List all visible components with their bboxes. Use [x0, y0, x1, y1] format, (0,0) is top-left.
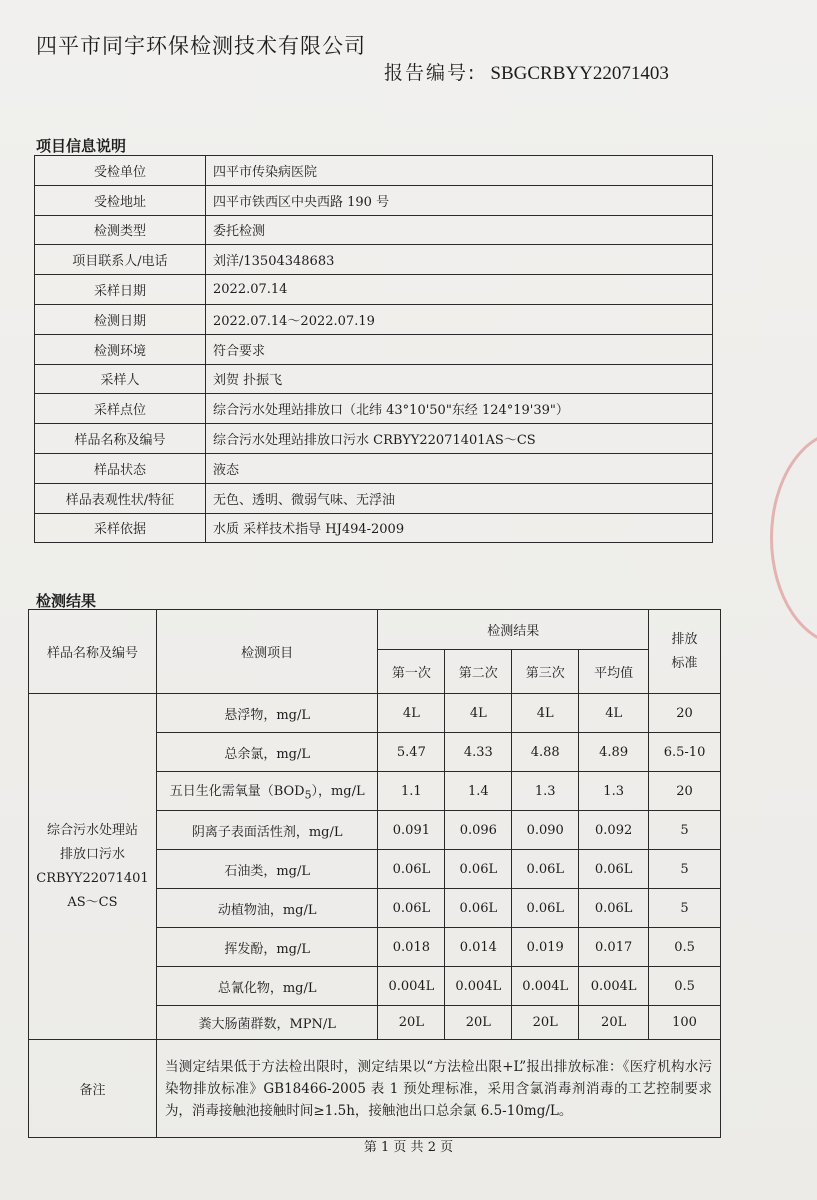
first-cell: 4L: [378, 694, 445, 733]
info-value: 2022.07.14: [206, 275, 713, 305]
info-row: [35, 453, 713, 483]
std-cell: 5: [649, 889, 721, 928]
info-row: [35, 334, 713, 364]
sample-line: 综合污水处理站: [46, 822, 138, 838]
item-text: 五日生化需氧量（BOD: [169, 784, 305, 800]
header-avg: 平均值: [579, 650, 649, 694]
avg-cell: 0.06L: [579, 850, 649, 889]
avg-cell: 20L: [579, 1006, 649, 1040]
report-number-label: 报告编号:: [384, 62, 477, 84]
third-cell: 4L: [512, 694, 579, 733]
info-label: 受检单位: [35, 156, 206, 186]
second-cell: 0.004L: [445, 967, 512, 1006]
sample-line: CRBYY22071401: [36, 870, 149, 886]
header-third: 第三次: [512, 650, 579, 694]
item-cell: [156, 772, 377, 811]
note-label: 备注: [29, 1040, 157, 1138]
info-label: 受检地址: [35, 185, 206, 215]
avg-cell: 0.092: [579, 811, 649, 850]
item-cell: 悬浮物，mg/L: [156, 694, 377, 733]
report-number: [384, 58, 669, 85]
info-value: 综合污水处理站排放口污水 CRBYY22071401AS～CS: [206, 424, 713, 454]
info-label: 样品状态: [35, 453, 206, 483]
info-row: [35, 185, 713, 215]
avg-cell: 0.004L: [579, 967, 649, 1006]
header-row: [29, 610, 721, 650]
second-cell: 0.06L: [445, 850, 512, 889]
info-label: 采样依据: [35, 513, 206, 543]
red-seal-stamp: [770, 430, 817, 646]
table-row: [29, 694, 721, 733]
info-label: 样品表观性状/特征: [35, 483, 206, 513]
item-subscript: 5: [304, 788, 312, 802]
std-cell: 20: [649, 694, 721, 733]
info-row: [35, 483, 713, 513]
sample-line: 排放口污水: [59, 846, 125, 862]
item-cell: 总氰化物，mg/L: [156, 967, 377, 1006]
info-row: [35, 513, 713, 543]
first-cell: 0.06L: [378, 850, 445, 889]
info-row: [35, 275, 713, 305]
avg-cell: 0.017: [579, 928, 649, 967]
second-cell: 4L: [445, 694, 512, 733]
avg-cell: 4L: [579, 694, 649, 733]
info-label: 检测日期: [35, 304, 206, 334]
std-cell: 5: [649, 850, 721, 889]
first-cell: 0.091: [378, 811, 445, 850]
info-label: 采样点位: [35, 394, 206, 424]
info-table: [34, 155, 713, 543]
second-cell: 1.4: [445, 772, 512, 811]
std-cell: 20: [649, 772, 721, 811]
info-row: [35, 245, 713, 275]
third-cell: 0.019: [512, 928, 579, 967]
std-cell: 0.5: [649, 967, 721, 1006]
third-cell: 20L: [512, 1006, 579, 1040]
third-cell: 1.3: [512, 772, 579, 811]
report-number-value: SBGCRBYY22071403: [490, 63, 669, 84]
info-row: [35, 304, 713, 334]
avg-cell: 0.06L: [579, 889, 649, 928]
first-cell: 5.47: [378, 733, 445, 772]
first-cell: 0.06L: [378, 889, 445, 928]
second-cell: 20L: [445, 1006, 512, 1040]
info-value: 液态: [206, 453, 713, 483]
info-row: [35, 156, 713, 186]
info-value: 刘贺 扑振飞: [206, 364, 713, 394]
info-value: 刘洋/13504348683: [206, 245, 713, 275]
info-value: 综合污水处理站排放口（北纬 43°10'50"东经 124°19'39"）: [206, 394, 713, 424]
std-cell: 0.5: [649, 928, 721, 967]
header-first: 第一次: [378, 650, 445, 694]
first-cell: 1.1: [378, 772, 445, 811]
results-table: [28, 609, 721, 1138]
info-value: 无色、透明、微弱气味、无浮油: [206, 483, 713, 513]
first-cell: 20L: [378, 1006, 445, 1040]
sample-line: AS～CS: [67, 894, 118, 910]
item-cell: 阴离子表面活性剂，mg/L: [156, 811, 377, 850]
avg-cell: 4.89: [579, 733, 649, 772]
first-cell: 0.018: [378, 928, 445, 967]
item-text: ），mg/L: [311, 784, 365, 800]
info-value: 水质 采样技术指导 HJ494-2009: [206, 513, 713, 543]
info-label: 采样人: [35, 364, 206, 394]
second-cell: 0.06L: [445, 889, 512, 928]
info-row: [35, 364, 713, 394]
results-section-title: 检测结果: [36, 592, 97, 610]
first-cell: 0.004L: [378, 967, 445, 1006]
third-cell: 0.06L: [512, 889, 579, 928]
third-cell: 4.88: [512, 733, 579, 772]
third-cell: 0.090: [512, 811, 579, 850]
info-value: 委托检测: [206, 215, 713, 245]
info-row: [35, 394, 713, 424]
info-label: 项目联系人/电话: [35, 245, 206, 275]
header-standard-line2: 标准: [671, 655, 698, 671]
header-result: 检测结果: [378, 610, 649, 650]
info-label: 采样日期: [35, 275, 206, 305]
info-label: 检测类型: [35, 215, 206, 245]
header-standard: [649, 610, 721, 694]
second-cell: 4.33: [445, 733, 512, 772]
avg-cell: 1.3: [579, 772, 649, 811]
second-cell: 0.096: [445, 811, 512, 850]
item-cell: 动植物油，mg/L: [156, 889, 377, 928]
item-cell: 总余氯，mg/L: [156, 733, 377, 772]
info-value: 四平市传染病医院: [206, 156, 713, 186]
info-value: 符合要求: [206, 334, 713, 364]
std-cell: 6.5-10: [649, 733, 721, 772]
note-row: [29, 1040, 721, 1138]
page-number: 第 1 页 共 2 页: [363, 1140, 454, 1155]
header-item: 检测项目: [156, 610, 377, 694]
header-second: 第二次: [445, 650, 512, 694]
info-section-title: 项目信息说明: [36, 137, 127, 155]
info-label: 样品名称及编号: [35, 424, 206, 454]
info-label: 检测环境: [35, 334, 206, 364]
company-name: 四平市同宇环保检测技术有限公司: [36, 34, 366, 58]
header-sample: 样品名称及编号: [29, 610, 157, 694]
item-cell: 挥发酚，mg/L: [156, 928, 377, 967]
info-value: 2022.07.14～2022.07.19: [206, 304, 713, 334]
std-cell: 5: [649, 811, 721, 850]
item-cell: 粪大肠菌群数，MPN/L: [156, 1006, 377, 1040]
header-standard-line1: 排放: [671, 631, 698, 647]
info-row: [35, 424, 713, 454]
std-cell: 100: [649, 1006, 721, 1040]
third-cell: 0.004L: [512, 967, 579, 1006]
note-text: 当测定结果低于方法检出限时，测定结果以“方法检出限+L”报出排放标准：《医疗机构水污染物排放标准》GB18466-2005 表 1 预处理标准，采用含氯消毒剂消毒的工艺控制要求为，消毒接触池接触时间≥1.5h，接触池出口总余氯 6.5-10mg/L。: [156, 1040, 720, 1138]
info-row: [35, 215, 713, 245]
sample-cell: [29, 694, 157, 1040]
third-cell: 0.06L: [512, 850, 579, 889]
second-cell: 0.014: [445, 928, 512, 967]
item-cell: 石油类，mg/L: [156, 850, 377, 889]
info-value: 四平市铁西区中央西路 190 号: [206, 185, 713, 215]
